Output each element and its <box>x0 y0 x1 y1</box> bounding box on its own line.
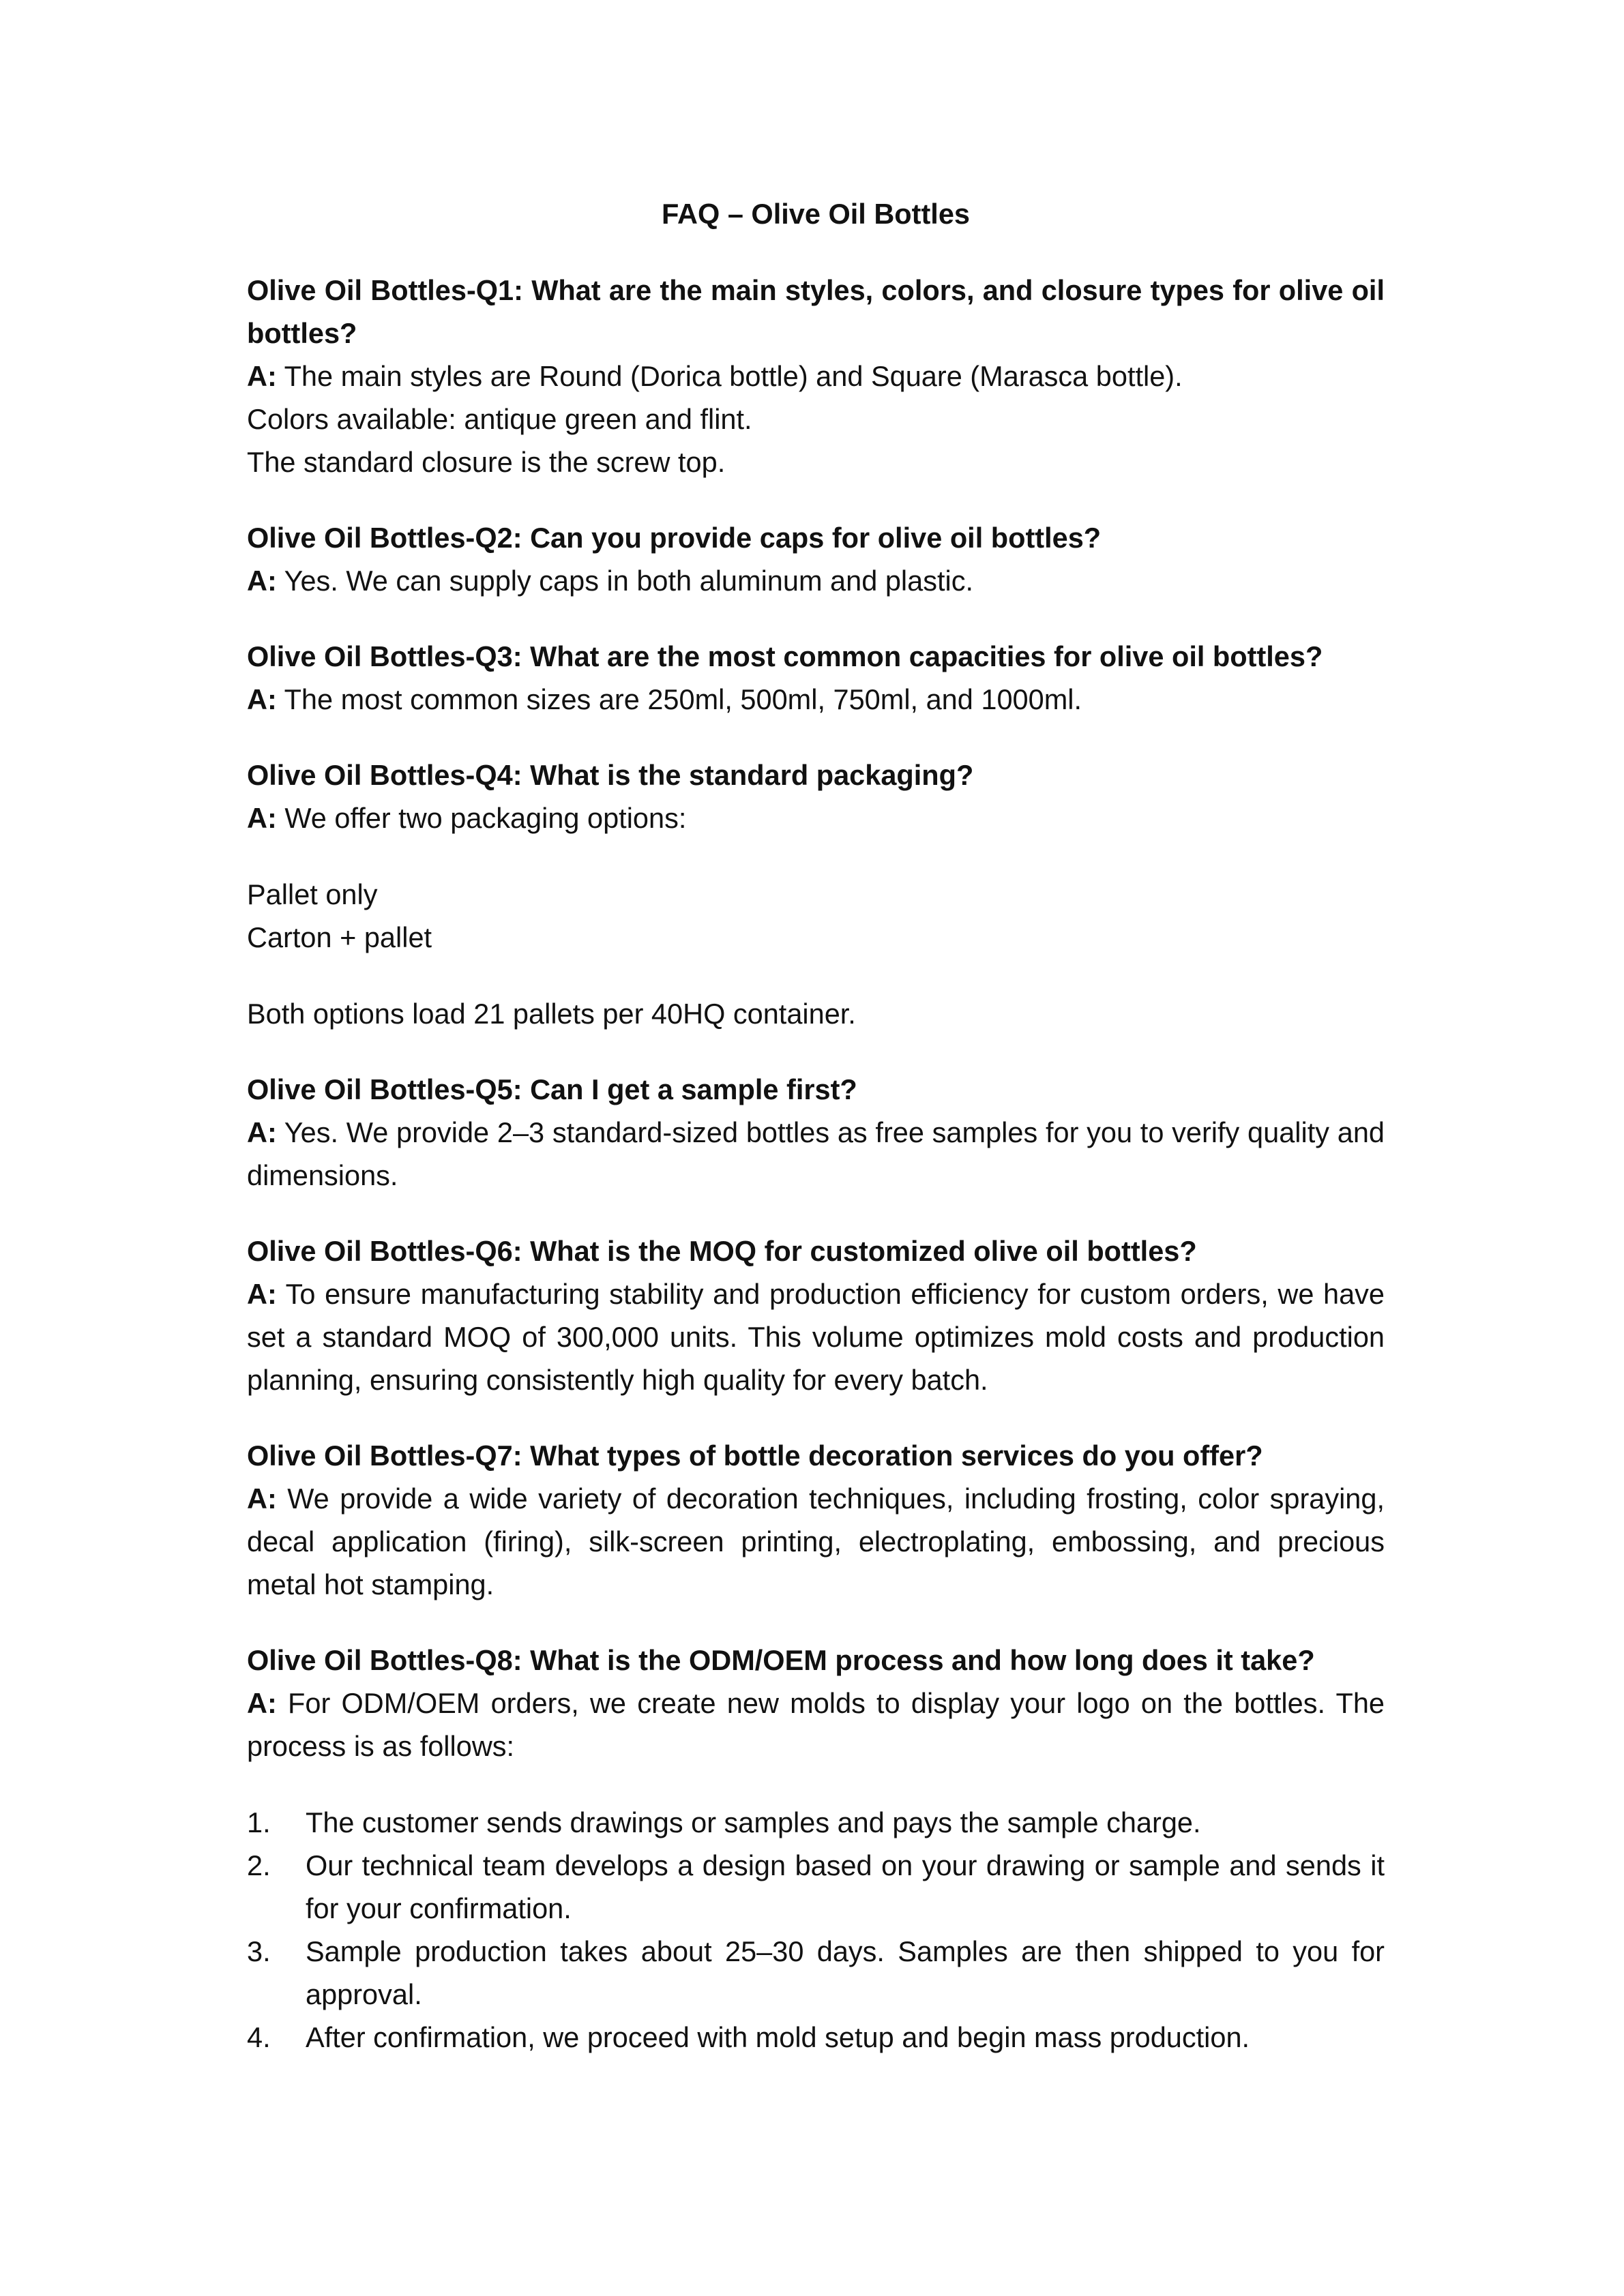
faq-item-q1 <box>247 269 1385 483</box>
answer-q5: A: Yes. We provide 2–3 standard-sized bottles as free samples for you to verify quality and dimensions. <box>247 1116 1385 1191</box>
answer-label: A: <box>247 1482 277 1515</box>
faq-item-q6 <box>247 1229 1385 1401</box>
answer-label: A: <box>247 1687 277 1719</box>
question-q5: Olive Oil Bottles-Q5: Can I get a sample first? <box>247 1073 857 1105</box>
faq-item-q5 <box>247 1068 1385 1197</box>
answer-q1-line-3: The standard closure is the screw top. <box>247 446 726 478</box>
answer-label: A: <box>247 1116 277 1148</box>
question-q6: Olive Oil Bottles-Q6: What is the MOQ for customized olive oil bottles? <box>247 1235 1197 1267</box>
answer-q1-line-2: Colors available: antique green and flint. <box>247 403 752 435</box>
question-q4: Olive Oil Bottles-Q4: What is the standard packaging? <box>247 759 974 791</box>
answer-label: A: <box>247 565 277 597</box>
faq-item-q2 <box>247 516 1385 602</box>
answer-q3: A: The most common sizes are 250ml, 500ml, 750ml, and 1000ml. <box>247 683 1082 715</box>
answer-q4: A: We offer two packaging options: <box>247 802 687 834</box>
question-q1: Olive Oil Bottles-Q1: What are the main styles, colors, and closure types for olive oil bottles? <box>247 274 1385 349</box>
process-step <box>247 1930 1385 2016</box>
faq-item-q8 <box>247 1639 1385 2059</box>
answer-label: A: <box>247 1278 277 1310</box>
answer-q1-line-1: A: The main styles are Round (Dorica bottle) and Square (Marasca bottle). <box>247 360 1183 392</box>
document-page <box>247 192 1385 2091</box>
step-text: Sample production takes about 25–30 days. Samples are then shipped to you for approval. <box>306 1935 1385 2010</box>
step-number: 1. <box>247 1806 271 1838</box>
answer-q8: A: For ODM/OEM orders, we create new molds to display your logo on the bottles. The process is as follows: <box>247 1687 1385 1762</box>
answer-q7: A: We provide a wide variety of decoration techniques, including frosting, color spraying, decal application (firing), silk-screen printing, electroplating, embossing, and precious metal hot stamping. <box>247 1482 1385 1600</box>
faq-item-q3 <box>247 635 1385 721</box>
step-text: The customer sends drawings or samples and pays the sample charge. <box>306 1806 1201 1838</box>
answer-q6: A: To ensure manufacturing stability and production efficiency for custom orders, we have set a standard MOQ of 300,000 units. This volume optimizes mold costs and production planning, ensuring consistently high quality for every batch. <box>247 1278 1385 1396</box>
packaging-option-1: Pallet only <box>247 878 378 910</box>
step-number: 4. <box>247 2021 271 2053</box>
answer-label: A: <box>247 683 277 715</box>
step-text: Our technical team develops a design based on your drawing or sample and sends it for your confirmation. <box>306 1849 1385 1924</box>
question-q8: Olive Oil Bottles-Q8: What is the ODM/OEM process and how long does it take? <box>247 1644 1315 1676</box>
answer-q2: A: Yes. We can supply caps in both aluminum and plastic. <box>247 565 973 597</box>
packaging-note: Both options load 21 pallets per 40HQ container. <box>247 998 856 1030</box>
faq-item-q7 <box>247 1434 1385 1606</box>
step-number: 2. <box>247 1849 271 1881</box>
step-text: After confirmation, we proceed with mold setup and begin mass production. <box>306 2021 1250 2053</box>
question-q7: Olive Oil Bottles-Q7: What types of bottle decoration services do you offer? <box>247 1440 1263 1472</box>
process-step <box>247 1844 1385 1930</box>
answer-label: A: <box>247 802 277 834</box>
step-number: 3. <box>247 1935 271 1967</box>
packaging-option-2: Carton + pallet <box>247 921 432 953</box>
faq-item-q4 <box>247 754 1385 1035</box>
answer-label: A: <box>247 360 277 392</box>
page-title: FAQ – Olive Oil Bottles <box>661 198 970 230</box>
question-q2: Olive Oil Bottles-Q2: Can you provide caps for olive oil bottles? <box>247 522 1102 554</box>
question-q3: Olive Oil Bottles-Q3: What are the most common capacities for olive oil bottles? <box>247 640 1323 672</box>
process-step <box>247 2016 1385 2059</box>
process-step <box>247 1801 1385 1844</box>
process-steps-list <box>247 1801 1385 2059</box>
